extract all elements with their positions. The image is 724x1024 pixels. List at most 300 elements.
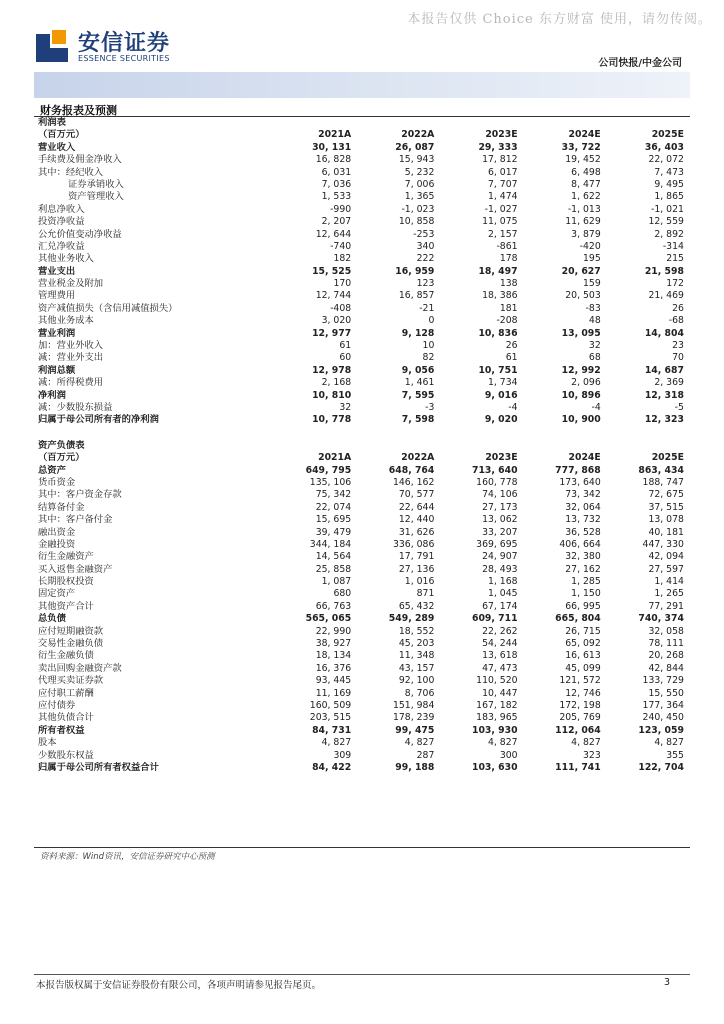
row-value: 33, 722 [561, 141, 601, 153]
row-value: 21, 598 [644, 265, 684, 277]
row-value: 1, 150 [571, 588, 601, 600]
table-row [38, 489, 684, 501]
row-value: 336, 086 [392, 538, 435, 550]
row-label: 金融投资 [38, 538, 76, 550]
table-section-title: 资产负债表 [38, 439, 85, 451]
row-value: 133, 729 [642, 675, 684, 687]
row-label: 总负债 [38, 613, 66, 625]
row-value: 6, 017 [487, 166, 518, 178]
row-value: 863, 434 [638, 464, 684, 476]
row-value: 32 [588, 340, 601, 352]
row-value: 7, 595 [401, 389, 435, 401]
row-value: 160, 778 [476, 476, 518, 488]
row-value: 10, 896 [561, 389, 601, 401]
row-value: 1, 365 [404, 191, 435, 203]
row-label: 营业税金及附加 [38, 278, 104, 290]
table-row [38, 613, 684, 625]
row-label: 衍生金融资产 [38, 551, 94, 563]
row-value: 16, 959 [395, 265, 435, 277]
row-label: 其他资产合计 [38, 600, 94, 612]
row-value: 323 [583, 749, 601, 761]
row-value: 13, 078 [648, 514, 684, 526]
row-value: 369, 695 [476, 538, 518, 550]
table-row [38, 179, 684, 191]
row-label: 应付债券 [38, 699, 76, 711]
row-value: 1, 285 [571, 576, 601, 588]
row-value: 178, 239 [392, 712, 435, 724]
row-label: 少数股东权益 [38, 749, 94, 761]
row-value: 287 [416, 749, 435, 761]
row-value: -740 [330, 240, 352, 252]
row-value: 73, 342 [565, 489, 601, 501]
row-value: 215 [666, 253, 684, 265]
row-value: -1, 027 [484, 203, 518, 215]
row-value: 27, 597 [648, 563, 684, 575]
row-value: 9, 056 [401, 364, 435, 376]
row-value: 11, 629 [565, 216, 601, 228]
row-value: 10, 751 [478, 364, 518, 376]
row-label: 营业收入 [38, 141, 76, 153]
row-value: 1, 045 [487, 588, 518, 600]
table-row [38, 377, 684, 389]
row-label: 货币资金 [38, 476, 76, 488]
table-row [38, 551, 684, 563]
row-value: 665, 804 [555, 613, 601, 625]
row-value: 11, 169 [315, 687, 352, 699]
table-row [38, 402, 684, 414]
row-value: 103, 930 [471, 724, 518, 736]
row-value: 12, 559 [648, 216, 684, 228]
row-value: -314 [662, 240, 684, 252]
row-value: 26, 087 [395, 141, 435, 153]
row-value: 36, 403 [644, 141, 684, 153]
section-gap [38, 427, 684, 440]
row-value: 159 [583, 278, 601, 290]
row-value: 32, 380 [565, 551, 601, 563]
row-label: 股本 [38, 737, 57, 749]
row-label: 应付短期融资款 [38, 625, 104, 637]
row-label: 归属于母公司所有者的净利润 [38, 414, 159, 426]
row-value: 740, 374 [638, 613, 684, 625]
table-row [38, 502, 684, 514]
row-value: 355 [666, 749, 684, 761]
row-value: 549, 289 [388, 613, 435, 625]
row-value: 10, 836 [478, 327, 518, 339]
table-row [38, 328, 684, 340]
row-value: 9, 128 [401, 327, 435, 339]
row-value: 2, 207 [321, 216, 352, 228]
row-label: 投资净收益 [38, 216, 85, 228]
row-value: 67, 174 [482, 600, 518, 612]
row-value: 15, 550 [648, 687, 684, 699]
row-value: 0 [428, 315, 435, 327]
financial-tables [38, 117, 684, 774]
row-value: 2, 096 [571, 377, 601, 389]
row-value: 205, 769 [559, 712, 601, 724]
row-value: 135, 106 [309, 476, 352, 488]
table-row [38, 229, 684, 241]
row-value: 1, 461 [404, 377, 435, 389]
row-value: 99, 475 [395, 724, 435, 736]
row-value: 12, 323 [644, 414, 684, 426]
table-row [38, 278, 684, 290]
row-label: 结算备付金 [38, 501, 85, 513]
row-value: 40, 181 [648, 526, 684, 538]
row-value: 565, 065 [305, 613, 352, 625]
row-value: -1, 023 [401, 203, 435, 215]
row-label: 加：营业外收入 [38, 340, 104, 352]
row-value: 18, 497 [478, 265, 518, 277]
row-value: 75, 342 [315, 489, 352, 501]
row-value: 20, 503 [565, 290, 601, 302]
table-row [38, 737, 684, 749]
table-row [38, 588, 684, 600]
row-value: 84, 422 [312, 761, 352, 773]
row-value: 111, 741 [555, 761, 601, 773]
row-value: 138 [499, 278, 518, 290]
footer-disclaimer: 本报告版权属于安信证券股份有限公司，各项声明请参见报告尾页。 [36, 980, 322, 991]
row-value: 10, 447 [482, 687, 518, 699]
row-value: 60 [339, 352, 352, 364]
row-value: 14, 804 [644, 327, 684, 339]
brand-name-en: ESSENCE SECURITIES [78, 54, 170, 63]
row-value: 309 [333, 749, 352, 761]
row-value: 13, 062 [482, 514, 518, 526]
row-value: 6, 031 [321, 166, 352, 178]
row-label: 利息净收入 [38, 203, 85, 215]
row-value: 2, 168 [321, 377, 352, 389]
row-value: 27, 162 [565, 563, 601, 575]
row-value: 14, 564 [315, 551, 352, 563]
row-label: 减：营业外支出 [38, 352, 104, 364]
row-value: 22, 990 [315, 625, 352, 637]
row-value: 2, 157 [487, 228, 518, 240]
row-value: 1, 265 [654, 588, 684, 600]
row-value: 22, 072 [648, 154, 684, 166]
row-value: 122, 704 [638, 761, 684, 773]
row-label: 归属于母公司所有者权益合计 [38, 761, 159, 773]
row-value: -1, 013 [567, 203, 601, 215]
row-value: -4 [591, 401, 601, 413]
table-row [38, 167, 684, 179]
row-value: 12, 318 [644, 389, 684, 401]
row-label: 其中：客户备付金 [38, 514, 113, 526]
row-value: 22, 644 [398, 501, 435, 513]
logo-mark-icon [34, 28, 70, 64]
row-label: 代理买卖证券款 [38, 675, 104, 687]
row-value: 17, 812 [482, 154, 518, 166]
table-header: （百万元） 2021A 2022A 2023E 2024E 2025E [38, 129, 684, 141]
brand-name-cn: 安信证券 [78, 31, 171, 56]
row-value: 15, 943 [398, 154, 435, 166]
row-value: -83 [585, 302, 601, 314]
row-label: 营业支出 [38, 265, 76, 277]
row-value: 7, 707 [487, 178, 518, 190]
row-value: 103, 630 [471, 761, 518, 773]
row-value: 20, 627 [561, 265, 601, 277]
row-label: 买入返售金融资产 [38, 563, 113, 575]
table-row [38, 414, 684, 426]
source-divider [34, 847, 690, 848]
row-label: 所有者权益 [38, 724, 85, 736]
table-header: （百万元） 2021A 2022A 2023E 2024E 2025E [38, 452, 684, 464]
row-value: 39, 479 [315, 526, 352, 538]
row-value: 61 [505, 352, 518, 364]
row-value: 1, 414 [654, 576, 684, 588]
row-value: 160, 509 [309, 699, 352, 711]
row-label: 其他业务成本 [38, 315, 94, 327]
row-value: 82 [422, 352, 435, 364]
row-value: 4, 827 [487, 737, 518, 749]
row-value: 26 [505, 340, 518, 352]
row-value: 1, 533 [321, 191, 352, 203]
row-value: 43, 157 [398, 662, 435, 674]
row-value: 12, 746 [565, 687, 601, 699]
row-label: 证券承销收入 [68, 178, 124, 190]
row-value: 195 [583, 253, 601, 265]
row-value: 203, 515 [309, 712, 352, 724]
row-value: 146, 162 [392, 476, 435, 488]
row-value: 65, 092 [565, 638, 601, 650]
report-type: 公司快报/中金公司 [598, 58, 682, 69]
row-value: 30, 131 [312, 141, 352, 153]
row-value: 24, 907 [482, 551, 518, 563]
row-value: 9, 495 [654, 178, 684, 190]
row-value: 27, 136 [398, 563, 435, 575]
row-value: 19, 452 [565, 154, 601, 166]
table-row [38, 253, 684, 265]
row-label: 汇兑净收益 [38, 240, 85, 252]
row-value: 10 [422, 340, 435, 352]
row-value: 21, 469 [648, 290, 684, 302]
row-label: 卖出回购金融资产款 [38, 662, 122, 674]
table-row [38, 650, 684, 662]
row-value: 13, 732 [565, 514, 601, 526]
row-value: 649, 795 [305, 464, 352, 476]
table-row [38, 762, 684, 774]
row-value: -990 [330, 203, 352, 215]
row-value: 16, 613 [565, 650, 601, 662]
row-value: 72, 675 [648, 489, 684, 501]
row-value: 170 [333, 278, 352, 290]
row-value: 15, 525 [312, 265, 352, 277]
row-value: 1, 016 [404, 576, 435, 588]
row-value: 110, 520 [476, 675, 518, 687]
row-value: 14, 687 [644, 364, 684, 376]
table-row [38, 315, 684, 327]
brand-logo [34, 24, 234, 74]
row-value: 12, 440 [398, 514, 435, 526]
row-value: 13, 618 [482, 650, 518, 662]
row-value: 178 [499, 253, 518, 265]
row-value: 609, 711 [471, 613, 518, 625]
row-value: 181 [499, 302, 518, 314]
row-value: 12, 978 [312, 364, 352, 376]
row-value: 26 [672, 302, 684, 314]
row-value: 7, 473 [654, 166, 684, 178]
row-value: 54, 244 [482, 638, 518, 650]
table-row [38, 303, 684, 315]
row-value: 18, 386 [482, 290, 518, 302]
row-value: 13, 095 [561, 327, 601, 339]
row-label: 减：少数股东损益 [38, 401, 113, 413]
row-value: 167, 182 [476, 699, 518, 711]
row-value: 18, 134 [315, 650, 352, 662]
row-value: 20, 268 [648, 650, 684, 662]
table-row [38, 191, 684, 203]
row-label: 净利润 [38, 389, 66, 401]
row-value: 7, 036 [321, 178, 352, 190]
row-value: 11, 348 [398, 650, 435, 662]
row-value: 173, 640 [559, 476, 601, 488]
table-row [38, 539, 684, 551]
row-label: 资产管理收入 [68, 191, 124, 203]
row-value: 344, 184 [309, 538, 352, 550]
row-label: 其中：客户资金存款 [38, 489, 122, 501]
row-value: 99, 188 [395, 761, 435, 773]
table-row [38, 352, 684, 364]
row-value: 18, 552 [398, 625, 435, 637]
row-value: -4 [508, 401, 518, 413]
row-value: 172 [666, 278, 684, 290]
row-value: 70 [672, 352, 684, 364]
table-row [38, 663, 684, 675]
row-value: 2, 892 [654, 228, 684, 240]
row-value: 16, 376 [315, 662, 352, 674]
row-value: 93, 445 [315, 675, 352, 687]
row-value: 300 [499, 749, 518, 761]
income-statement-body [38, 142, 684, 427]
row-value: 9, 016 [484, 389, 518, 401]
row-value: 4, 827 [654, 737, 684, 749]
row-value: 1, 474 [487, 191, 518, 203]
row-value: 183, 965 [476, 712, 518, 724]
row-value: -3 [425, 401, 435, 413]
table-row [38, 340, 684, 352]
row-value: 12, 744 [315, 290, 352, 302]
row-value: 29, 333 [478, 141, 518, 153]
row-value: 1, 087 [321, 576, 352, 588]
row-value: 406, 664 [559, 538, 601, 550]
table-row [38, 601, 684, 613]
row-label: 公允价值变动净收益 [38, 228, 122, 240]
row-label: 固定资产 [38, 588, 76, 600]
row-value: 648, 764 [388, 464, 435, 476]
row-value: 65, 432 [398, 600, 435, 612]
table-row [38, 700, 684, 712]
row-value: 4, 827 [321, 737, 352, 749]
table-row [38, 527, 684, 539]
row-value: 4, 827 [404, 737, 435, 749]
row-value: 12, 992 [561, 364, 601, 376]
row-value: 10, 900 [561, 414, 601, 426]
row-value: 61 [339, 340, 352, 352]
table-row [38, 266, 684, 278]
row-value: 26, 715 [565, 625, 601, 637]
row-value: -5 [674, 401, 684, 413]
row-value: 172, 198 [559, 699, 601, 711]
row-value: 47, 473 [482, 662, 518, 674]
row-value: 222 [416, 253, 435, 265]
table-row [38, 142, 684, 154]
row-value: 6, 498 [571, 166, 601, 178]
row-value: 25, 858 [315, 563, 352, 575]
row-value: 42, 844 [648, 662, 684, 674]
row-value: 1, 734 [487, 377, 518, 389]
row-value: 188, 747 [642, 476, 684, 488]
row-value: 32, 064 [565, 501, 601, 513]
row-value: 3, 879 [571, 228, 601, 240]
row-label: 其他业务收入 [38, 253, 94, 265]
row-value: -68 [668, 315, 684, 327]
row-value: 8, 706 [404, 687, 435, 699]
row-value: 10, 810 [312, 389, 352, 401]
row-value: 2, 369 [654, 377, 684, 389]
row-value: 10, 858 [398, 216, 435, 228]
row-value: 240, 450 [642, 712, 684, 724]
row-value: 340 [416, 240, 435, 252]
page-number: 3 [663, 977, 670, 988]
row-value: 27, 173 [482, 501, 518, 513]
row-value: 22, 074 [315, 501, 352, 513]
row-value: 28, 493 [482, 563, 518, 575]
row-value: 70, 577 [398, 489, 435, 501]
row-value: 10, 778 [312, 414, 352, 426]
row-value: 1, 865 [654, 191, 684, 203]
row-value: 151, 984 [392, 699, 435, 711]
row-label: 营业利润 [38, 327, 76, 339]
row-value: 12, 644 [315, 228, 352, 240]
row-value: 68 [588, 352, 601, 364]
table-row [38, 675, 684, 687]
row-label: 长期股权投资 [38, 576, 94, 588]
row-value: -208 [496, 315, 518, 327]
row-value: 777, 868 [555, 464, 601, 476]
row-value: 22, 262 [482, 625, 518, 637]
row-value: -1, 021 [651, 203, 684, 215]
row-value: 7, 006 [404, 178, 435, 190]
row-label: 应付职工薪酬 [38, 687, 94, 699]
row-value: 31, 626 [398, 526, 435, 538]
row-value: 121, 572 [559, 675, 601, 687]
table-row [38, 216, 684, 228]
row-value: 66, 995 [565, 600, 601, 612]
table-row [38, 688, 684, 700]
row-value: -253 [413, 228, 435, 240]
row-label: 资产减值损失（含信用减值损失） [38, 302, 178, 314]
row-value: 84, 731 [312, 724, 352, 736]
source-note: 资料来源：Wind资讯，安信证券研究中心预测 [40, 852, 215, 862]
row-value: 48 [588, 315, 601, 327]
table-row [38, 365, 684, 377]
table-row [38, 626, 684, 638]
row-value: 32 [339, 401, 352, 413]
row-value: 177, 364 [642, 699, 684, 711]
row-label: 总资产 [38, 464, 66, 476]
row-value: 16, 828 [315, 154, 352, 166]
row-value: 1, 168 [487, 576, 518, 588]
row-value: 92, 100 [398, 675, 435, 687]
row-value: 8, 477 [571, 178, 601, 190]
row-value: 123, 059 [638, 724, 684, 736]
row-value: 16, 857 [398, 290, 435, 302]
balance-sheet-body [38, 465, 684, 775]
row-label: 手续费及佣金净收入 [38, 154, 122, 166]
table-row [38, 241, 684, 253]
row-value: 680 [333, 588, 352, 600]
row-value: 123 [416, 278, 435, 290]
row-value: 871 [416, 588, 435, 600]
